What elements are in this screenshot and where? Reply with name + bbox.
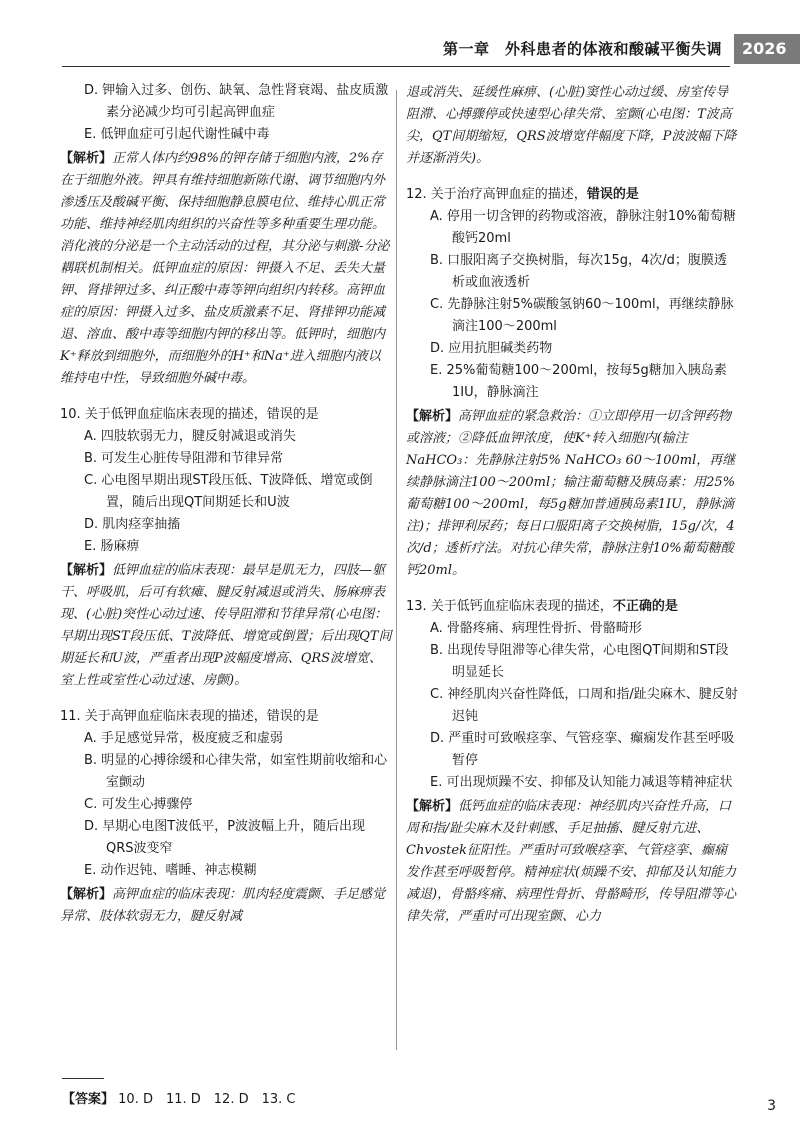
option-d: D. 严重时可致喉痉挛、气管痉挛、癫痫发作甚至呼吸暂停 (430, 731, 735, 768)
analysis-text: 高钾血症的紧急救治：①立即停用一切含钾药物或溶液；②降低血钾浓度，使K⁺转入细胞内(输注NaHCO₃：先静脉注射5% NaHCO₃ 60～100ml，再继续静脉滴注100～200ml；输注葡萄糖及胰岛素：用25%葡萄糖100～200ml，每5g糖加普通胰岛素1IU，静脉滴注)；排钾利尿药；每日口服阳离子交换树脂，15g/次，4次/d；透析疗法。对抗心律失常，静脉注射10%葡萄糖酸钙20ml。 (406, 409, 736, 578)
analysis-label: 【解析】 (60, 887, 113, 902)
header-rule (62, 66, 730, 67)
page-number: 3 (767, 1098, 776, 1114)
answer-key (62, 1088, 296, 1107)
option-d: D. 应用抗胆碱类药物 (430, 341, 553, 356)
left-column (60, 80, 392, 928)
page-header (0, 28, 800, 72)
question-13 (406, 596, 738, 928)
option-d: D. 肌肉痉挛抽搐 (84, 517, 181, 532)
question-11 (60, 706, 392, 928)
option-e: E. 25%葡萄糖100～200ml，按每5g糖加入胰岛素1IU，静脉滴注 (430, 363, 727, 400)
question-10 (60, 404, 392, 692)
option-b: B. 出现传导阻滞等心律失常，心电图QT间期和ST段明显延长 (430, 643, 729, 680)
question-stem: 10. 关于低钾血症临床表现的描述，错误的是 (60, 407, 319, 422)
analysis-label: 【解析】 (406, 409, 459, 424)
option-b: B. 可发生心脏传导阻滞和节律异常 (84, 451, 284, 466)
analysis-text: 正常人体内约98%的钾存储于细胞内液，2%存在于细胞外液。钾具有维持细胞新陈代谢、调节细胞内外渗透压及酸碱平衡、保持细胞静息膜电位、维持心肌正常功能、维持神经肌肉组织的兴奋性等多种重要生理功能。消化液的分泌是一个主动活动的过程，其分泌与刺激-分泌耦联机制相关。低钾血症的原因：钾摄入不足、丢失大量钾、肾排钾过多、纠正酸中毒等钾向组织内转移。高钾血症的原因：钾摄入过多、盐皮质激素不足、肾排钾功能减退、溶血、酸中毒等细胞内钾的移出等。低钾时，细胞内K⁺释放到细胞外，而细胞外的H⁺和Na⁺进入细胞内液以维持电中性，导致细胞外碱中毒。 (60, 151, 390, 386)
analysis-text: 低钙血症的临床表现：神经肌肉兴奋性升高，口周和指/趾尖麻木及针刺感、手足抽搐、腱反射亢进、Chvostek征阳性。严重时可致喉痉挛、气管痉挛、癫痫发作甚至呼吸暂停。精神症状(烦躁不安、抑郁及认知能力减退)，骨骼疼痛、病理性骨折、骨骼畸形，传导阻滞等心律失常，严重时可出现室颤、心力 (406, 799, 737, 924)
option-a: A. 四肢软弱无力，腱反射减退或消失 (84, 429, 296, 444)
question-stem: 11. 关于高钾血症临床表现的描述，错误的是 (60, 709, 319, 724)
q11-analysis (60, 884, 392, 928)
option-c: C. 神经肌肉兴奋性降低，口周和指/趾尖麻木、腱反射迟钝 (430, 687, 738, 724)
option-a: A. 骨骼疼痛、病理性骨折、骨骼畸形 (430, 621, 642, 636)
option-c: C. 可发生心搏骤停 (84, 797, 193, 812)
q11-analysis-continued (406, 82, 738, 170)
option-b: B. 明显的心搏徐缓和心律失常，如室性期前收缩和心室颤动 (84, 753, 388, 790)
analysis-text: 退或消失、延缓性麻痹、(心脏)窦性心动过缓、房室传导阻滞、心搏骤停或快速型心律失常、室颤(心电图：T波高尖，QT间期缩短，QRS波增宽伴幅度下降，P波波幅下降并逐渐消失)。 (406, 85, 737, 166)
footer-rule (62, 1078, 104, 1079)
chapter-title: 第一章 外科患者的体液和酸碱平衡失调 (442, 40, 722, 58)
question-12 (406, 184, 738, 582)
q9-option-e: E. 低钾血症可引起代谢性碱中毒 (84, 127, 270, 142)
analysis-label: 【解析】 (60, 151, 113, 166)
option-e: E. 动作迟钝、嗜睡、神志模糊 (84, 863, 257, 878)
question-stem (406, 184, 738, 206)
analysis-label: 【解析】 (406, 799, 459, 814)
option-e: E. 肠麻痹 (84, 539, 140, 554)
analysis-text: 低钾血症的临床表现：最早是肌无力，四肢—躯干、呼吸肌，后可有软瘫、腱反射减退或消失、肠麻痹表现、(心脏)突性心动过速、传导阻滞和节律异常(心电图：早期出现ST段压低、T波降低、增宽或倒置；后出现QT间期延长和U波，严重者出现P波幅度增高、QRS波增宽、室上性或室性心动过速、房颤)。 (60, 563, 392, 688)
stem-text: 12. 关于治疗高钾血症的描述， (406, 187, 587, 202)
stem-text: 13. 关于低钙血症临床表现的描述， (406, 599, 613, 614)
q10-analysis (60, 560, 392, 692)
stem-keyword: 错误的是 (586, 187, 639, 202)
option-c: C. 先静脉注射5%碳酸氢钠60～100ml，再继续静脉滴注100～200ml (430, 297, 734, 334)
answer-key-label: 【答案】 (62, 1092, 115, 1107)
q9-analysis (60, 148, 392, 390)
column-divider (396, 90, 397, 1050)
stem-keyword: 不正确的是 (612, 599, 678, 614)
answer-key-values: 10. D 11. D 12. D 13. C (118, 1092, 296, 1107)
q13-analysis (406, 796, 738, 928)
option-a: A. 手足感觉异常，极度疲乏和虚弱 (84, 731, 283, 746)
analysis-text: 高钾血症的临床表现：肌肉轻度震颤、手足感觉异常、肢体软弱无力，腱反射减 (60, 887, 386, 924)
q9-option-d: D. 钾输入过多、创伤、缺氧、急性肾衰竭、盐皮质激素分泌减少均可引起高钾血症 (84, 83, 389, 120)
option-b: B. 口服阳离子交换树脂，每次15g，4次/d；腹膜透析或血液透析 (430, 253, 727, 290)
option-a: A. 停用一切含钾的药物或溶液，静脉注射10%葡萄糖酸钙20ml (430, 209, 736, 246)
q12-analysis (406, 406, 738, 582)
analysis-label: 【解析】 (60, 563, 113, 578)
option-e: E. 可出现烦躁不安、抑郁及认知能力减退等精神症状 (430, 775, 733, 790)
year-badge: 2026 (734, 34, 800, 64)
option-d: D. 早期心电图T波低平，P波波幅上升，随后出现QRS波变窄 (84, 819, 366, 856)
question-stem (406, 596, 738, 618)
right-column (406, 80, 738, 928)
option-c: C. 心电图早期出现ST段压低、T波降低、增宽或倒置，随后出现QT间期延长和U波 (84, 473, 373, 510)
